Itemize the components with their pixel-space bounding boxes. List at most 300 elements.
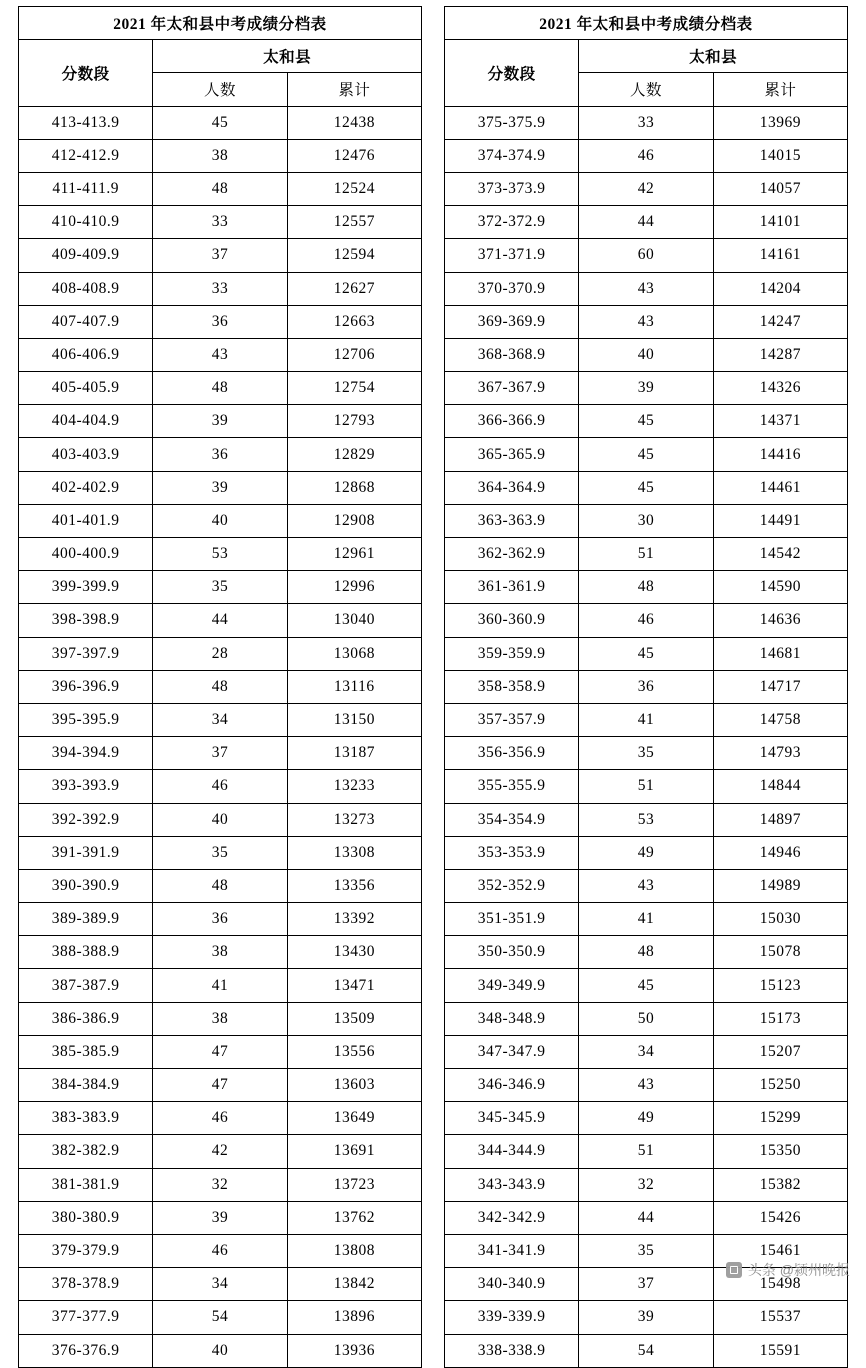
cell-count: 34: [153, 1268, 287, 1301]
cell-count: 43: [579, 1069, 713, 1102]
column-header-count: 人数: [153, 73, 287, 106]
table-row: [445, 1334, 848, 1367]
column-header-region: 太和县: [579, 40, 848, 73]
cell-cumulative: 13936: [287, 1334, 421, 1367]
cell-cumulative: 12557: [287, 206, 421, 239]
cell-count: 33: [579, 106, 713, 139]
cell-count: 39: [579, 372, 713, 405]
table-row: [19, 1201, 422, 1234]
cell-score-range: 342-342.9: [445, 1201, 579, 1234]
cell-cumulative: 14461: [713, 471, 847, 504]
cell-score-range: 371-371.9: [445, 239, 579, 272]
column-header-count: 人数: [579, 73, 713, 106]
cell-cumulative: 14758: [713, 703, 847, 736]
title-row: [445, 7, 848, 40]
table-row: [445, 338, 848, 371]
cell-cumulative: 13356: [287, 869, 421, 902]
cell-score-range: 389-389.9: [19, 903, 153, 936]
table-row: [19, 305, 422, 338]
cell-cumulative: 15173: [713, 1002, 847, 1035]
table-row: [445, 1035, 848, 1068]
cell-count: 34: [579, 1035, 713, 1068]
table-row: [19, 106, 422, 139]
cell-score-range: 403-403.9: [19, 438, 153, 471]
table-row: [19, 272, 422, 305]
cell-cumulative: 13808: [287, 1234, 421, 1267]
cell-score-range: 377-377.9: [19, 1301, 153, 1334]
cell-score-range: 378-378.9: [19, 1268, 153, 1301]
cell-cumulative: 13273: [287, 803, 421, 836]
cell-cumulative: 14542: [713, 538, 847, 571]
cell-cumulative: 13691: [287, 1135, 421, 1168]
cell-count: 48: [153, 869, 287, 902]
cell-cumulative: 13556: [287, 1035, 421, 1068]
cell-count: 38: [153, 1002, 287, 1035]
cell-count: 35: [153, 571, 287, 604]
cell-count: 38: [153, 139, 287, 172]
cell-count: 50: [579, 1002, 713, 1035]
cell-score-range: 369-369.9: [445, 305, 579, 338]
cell-count: 37: [153, 239, 287, 272]
cell-score-range: 393-393.9: [19, 770, 153, 803]
cell-count: 40: [153, 803, 287, 836]
table-row: [19, 869, 422, 902]
cell-score-range: 381-381.9: [19, 1168, 153, 1201]
table-row: [19, 405, 422, 438]
cell-count: 45: [579, 405, 713, 438]
table-row: [19, 1035, 422, 1068]
cell-score-range: 373-373.9: [445, 172, 579, 205]
table-row: [445, 936, 848, 969]
cell-cumulative: 14897: [713, 803, 847, 836]
cell-count: 39: [153, 471, 287, 504]
cell-cumulative: 15382: [713, 1168, 847, 1201]
cell-count: 36: [579, 670, 713, 703]
cell-cumulative: 15250: [713, 1069, 847, 1102]
column-header-score-range: 分数段: [445, 40, 579, 106]
cell-count: 45: [579, 471, 713, 504]
cell-score-range: 360-360.9: [445, 604, 579, 637]
cell-cumulative: 13430: [287, 936, 421, 969]
cell-cumulative: 12868: [287, 471, 421, 504]
cell-count: 42: [153, 1135, 287, 1168]
watermark-text: 头条 @颍州晚报: [747, 1262, 850, 1278]
table-row: [19, 571, 422, 604]
cell-cumulative: 12476: [287, 139, 421, 172]
table-title: 2021 年太和县中考成绩分档表: [445, 7, 848, 40]
cell-cumulative: 12793: [287, 405, 421, 438]
cell-cumulative: 12594: [287, 239, 421, 272]
cell-score-range: 394-394.9: [19, 737, 153, 770]
cell-cumulative: 15207: [713, 1035, 847, 1068]
cell-score-range: 347-347.9: [445, 1035, 579, 1068]
cell-score-range: 343-343.9: [445, 1168, 579, 1201]
cell-cumulative: 13762: [287, 1201, 421, 1234]
cell-count: 28: [153, 637, 287, 670]
cell-score-range: 375-375.9: [445, 106, 579, 139]
column-header-region: 太和县: [153, 40, 422, 73]
cell-cumulative: 13896: [287, 1301, 421, 1334]
cell-cumulative: 13723: [287, 1168, 421, 1201]
cell-cumulative: 12961: [287, 538, 421, 571]
title-row: [19, 7, 422, 40]
cell-count: 43: [579, 305, 713, 338]
cell-score-range: 352-352.9: [445, 869, 579, 902]
cell-count: 47: [153, 1069, 287, 1102]
cell-cumulative: 14590: [713, 571, 847, 604]
table-row: [445, 305, 848, 338]
cell-count: 54: [153, 1301, 287, 1334]
cell-count: 32: [579, 1168, 713, 1201]
cell-score-range: 349-349.9: [445, 969, 579, 1002]
table-title: 2021 年太和县中考成绩分档表: [19, 7, 422, 40]
cell-score-range: 399-399.9: [19, 571, 153, 604]
cell-cumulative: 13068: [287, 637, 421, 670]
cell-score-range: 358-358.9: [445, 670, 579, 703]
cell-score-range: 413-413.9: [19, 106, 153, 139]
cell-score-range: 368-368.9: [445, 338, 579, 371]
cell-count: 37: [153, 737, 287, 770]
cell-count: 35: [579, 737, 713, 770]
table-row: [445, 737, 848, 770]
cell-cumulative: 14326: [713, 372, 847, 405]
cell-count: 48: [153, 670, 287, 703]
cell-count: 36: [153, 903, 287, 936]
cell-score-range: 361-361.9: [445, 571, 579, 604]
cell-count: 44: [579, 206, 713, 239]
cell-score-range: 408-408.9: [19, 272, 153, 305]
table-row: [19, 1234, 422, 1267]
cell-cumulative: 15461: [713, 1234, 847, 1267]
cell-count: 36: [153, 305, 287, 338]
cell-cumulative: 14717: [713, 670, 847, 703]
score-table-left: [18, 6, 422, 1368]
cell-count: 39: [153, 405, 287, 438]
cell-score-range: 355-355.9: [445, 770, 579, 803]
cell-score-range: 383-383.9: [19, 1102, 153, 1135]
cell-score-range: 407-407.9: [19, 305, 153, 338]
cell-count: 32: [153, 1168, 287, 1201]
cell-cumulative: 15350: [713, 1135, 847, 1168]
cell-cumulative: 14247: [713, 305, 847, 338]
watermark: [726, 1260, 850, 1280]
cell-score-range: 341-341.9: [445, 1234, 579, 1267]
cell-score-range: 357-357.9: [445, 703, 579, 736]
table-row: [19, 1334, 422, 1367]
cell-score-range: 400-400.9: [19, 538, 153, 571]
table-row: [445, 903, 848, 936]
cell-count: 30: [579, 504, 713, 537]
cell-cumulative: 14681: [713, 637, 847, 670]
cell-count: 38: [153, 936, 287, 969]
cell-score-range: 411-411.9: [19, 172, 153, 205]
table-row: [19, 538, 422, 571]
cell-score-range: 388-388.9: [19, 936, 153, 969]
table-row: [19, 504, 422, 537]
table-row: [19, 936, 422, 969]
cell-count: 45: [153, 106, 287, 139]
cell-count: 41: [579, 703, 713, 736]
cell-cumulative: 15030: [713, 903, 847, 936]
cell-cumulative: 14416: [713, 438, 847, 471]
cell-score-range: 366-366.9: [445, 405, 579, 438]
cell-cumulative: 14636: [713, 604, 847, 637]
cell-count: 48: [579, 571, 713, 604]
cell-count: 54: [579, 1334, 713, 1367]
cell-score-range: 370-370.9: [445, 272, 579, 305]
cell-cumulative: 14491: [713, 504, 847, 537]
cell-cumulative: 14793: [713, 737, 847, 770]
table-row: [19, 1069, 422, 1102]
cell-count: 43: [153, 338, 287, 371]
cell-score-range: 385-385.9: [19, 1035, 153, 1068]
table-row: [19, 637, 422, 670]
cell-cumulative: 12996: [287, 571, 421, 604]
cell-score-range: 395-395.9: [19, 703, 153, 736]
cell-score-range: 339-339.9: [445, 1301, 579, 1334]
cell-cumulative: 12908: [287, 504, 421, 537]
cell-cumulative: 13116: [287, 670, 421, 703]
toutiao-logo-icon: [726, 1262, 742, 1278]
cell-cumulative: 13649: [287, 1102, 421, 1135]
cell-count: 40: [153, 1334, 287, 1367]
cell-count: 51: [579, 1135, 713, 1168]
cell-count: 42: [579, 172, 713, 205]
cell-cumulative: 14057: [713, 172, 847, 205]
cell-count: 33: [153, 206, 287, 239]
table-row: [19, 372, 422, 405]
cell-count: 60: [579, 239, 713, 272]
table-row: [445, 803, 848, 836]
cell-score-range: 344-344.9: [445, 1135, 579, 1168]
cell-cumulative: 14204: [713, 272, 847, 305]
table-row: [19, 206, 422, 239]
cell-cumulative: 14161: [713, 239, 847, 272]
table-row: [19, 471, 422, 504]
cell-count: 46: [153, 1234, 287, 1267]
cell-cumulative: 12663: [287, 305, 421, 338]
cell-score-range: 359-359.9: [445, 637, 579, 670]
cell-cumulative: 13842: [287, 1268, 421, 1301]
table-row: [19, 1268, 422, 1301]
cell-cumulative: 13603: [287, 1069, 421, 1102]
cell-score-range: 354-354.9: [445, 803, 579, 836]
cell-count: 43: [579, 869, 713, 902]
table-row: [445, 106, 848, 139]
table-row: [445, 604, 848, 637]
cell-score-range: 345-345.9: [445, 1102, 579, 1135]
table-row: [445, 504, 848, 537]
table-row: [445, 372, 848, 405]
cell-count: 49: [579, 836, 713, 869]
table-row: [19, 1301, 422, 1334]
cell-score-range: 367-367.9: [445, 372, 579, 405]
cell-count: 34: [153, 703, 287, 736]
cell-count: 49: [579, 1102, 713, 1135]
cell-score-range: 363-363.9: [445, 504, 579, 537]
table-row: [19, 1135, 422, 1168]
table-row: [445, 139, 848, 172]
cell-cumulative: 13308: [287, 836, 421, 869]
table-row: [445, 1301, 848, 1334]
table-row: [445, 206, 848, 239]
cell-cumulative: 13040: [287, 604, 421, 637]
cell-count: 47: [153, 1035, 287, 1068]
table-row: [19, 1168, 422, 1201]
table-row: [19, 1002, 422, 1035]
cell-cumulative: 12438: [287, 106, 421, 139]
cell-score-range: 379-379.9: [19, 1234, 153, 1267]
cell-cumulative: 14101: [713, 206, 847, 239]
table-row: [19, 172, 422, 205]
cell-score-range: 409-409.9: [19, 239, 153, 272]
cell-score-range: 350-350.9: [445, 936, 579, 969]
table-row: [445, 969, 848, 1002]
cell-cumulative: 13392: [287, 903, 421, 936]
cell-score-range: 346-346.9: [445, 1069, 579, 1102]
cell-count: 35: [579, 1234, 713, 1267]
cell-count: 37: [579, 1268, 713, 1301]
cell-count: 51: [579, 770, 713, 803]
cell-count: 43: [579, 272, 713, 305]
cell-cumulative: 15123: [713, 969, 847, 1002]
column-header-cumulative: 累计: [287, 73, 421, 106]
cell-cumulative: 15299: [713, 1102, 847, 1135]
column-header-score-range: 分数段: [19, 40, 153, 106]
table-row: [445, 1102, 848, 1135]
table-row: [19, 770, 422, 803]
cell-score-range: 348-348.9: [445, 1002, 579, 1035]
table-row: [19, 670, 422, 703]
cell-count: 53: [579, 803, 713, 836]
table-row: [445, 670, 848, 703]
cell-score-range: 398-398.9: [19, 604, 153, 637]
cell-cumulative: 13969: [713, 106, 847, 139]
table-row: [19, 803, 422, 836]
cell-cumulative: 12627: [287, 272, 421, 305]
table-row: [445, 538, 848, 571]
cell-cumulative: 14371: [713, 405, 847, 438]
cell-score-range: 396-396.9: [19, 670, 153, 703]
table-row: [445, 405, 848, 438]
cell-score-range: 365-365.9: [445, 438, 579, 471]
cell-count: 45: [579, 969, 713, 1002]
cell-score-range: 390-390.9: [19, 869, 153, 902]
header-row-top: [19, 40, 422, 73]
cell-cumulative: 13471: [287, 969, 421, 1002]
table-row: [445, 1069, 848, 1102]
cell-count: 36: [153, 438, 287, 471]
table-row: [19, 836, 422, 869]
cell-cumulative: 15078: [713, 936, 847, 969]
score-table-right: [444, 6, 848, 1368]
table-body-right: [445, 106, 848, 1367]
cell-count: 41: [579, 903, 713, 936]
cell-count: 35: [153, 836, 287, 869]
table-row: [445, 1168, 848, 1201]
cell-score-range: 410-410.9: [19, 206, 153, 239]
table-row: [19, 139, 422, 172]
cell-cumulative: 14844: [713, 770, 847, 803]
cell-count: 40: [153, 504, 287, 537]
cell-cumulative: 15498: [713, 1268, 847, 1301]
cell-cumulative: 13187: [287, 737, 421, 770]
table-row: [19, 969, 422, 1002]
table-row: [445, 1002, 848, 1035]
table-header-right: [445, 7, 848, 107]
cell-cumulative: 14287: [713, 338, 847, 371]
table-row: [19, 338, 422, 371]
cell-cumulative: 14015: [713, 139, 847, 172]
cell-score-range: 384-384.9: [19, 1069, 153, 1102]
table-row: [445, 637, 848, 670]
table-row: [445, 571, 848, 604]
cell-score-range: 356-356.9: [445, 737, 579, 770]
table-row: [19, 438, 422, 471]
cell-cumulative: 13150: [287, 703, 421, 736]
table-row: [19, 703, 422, 736]
table-row: [19, 604, 422, 637]
cell-count: 48: [579, 936, 713, 969]
cell-cumulative: 15537: [713, 1301, 847, 1334]
table-row: [445, 836, 848, 869]
cell-score-range: 374-374.9: [445, 139, 579, 172]
cell-cumulative: 15591: [713, 1334, 847, 1367]
cell-count: 46: [153, 770, 287, 803]
table-row: [445, 272, 848, 305]
cell-score-range: 362-362.9: [445, 538, 579, 571]
table-row: [19, 737, 422, 770]
cell-count: 46: [579, 139, 713, 172]
cell-cumulative: 12829: [287, 438, 421, 471]
cell-cumulative: 12754: [287, 372, 421, 405]
table-row: [445, 703, 848, 736]
cell-count: 51: [579, 538, 713, 571]
cell-count: 40: [579, 338, 713, 371]
cell-cumulative: 14946: [713, 836, 847, 869]
table-row: [445, 1201, 848, 1234]
table-row: [19, 1102, 422, 1135]
table-row: [445, 471, 848, 504]
cell-cumulative: 13509: [287, 1002, 421, 1035]
cell-score-range: 380-380.9: [19, 1201, 153, 1234]
table-row: [445, 869, 848, 902]
cell-count: 53: [153, 538, 287, 571]
cell-count: 44: [579, 1201, 713, 1234]
cell-count: 48: [153, 172, 287, 205]
cell-score-range: 404-404.9: [19, 405, 153, 438]
cell-score-range: 386-386.9: [19, 1002, 153, 1035]
cell-score-range: 406-406.9: [19, 338, 153, 371]
cell-score-range: 372-372.9: [445, 206, 579, 239]
cell-cumulative: 13233: [287, 770, 421, 803]
cell-count: 41: [153, 969, 287, 1002]
table-row: [445, 239, 848, 272]
cell-cumulative: 15426: [713, 1201, 847, 1234]
table-row: [19, 903, 422, 936]
cell-count: 46: [579, 604, 713, 637]
cell-score-range: 402-402.9: [19, 471, 153, 504]
cell-score-range: 387-387.9: [19, 969, 153, 1002]
cell-score-range: 351-351.9: [445, 903, 579, 936]
cell-score-range: 353-353.9: [445, 836, 579, 869]
cell-count: 46: [153, 1102, 287, 1135]
cell-count: 39: [153, 1201, 287, 1234]
table-row: [445, 172, 848, 205]
cell-score-range: 401-401.9: [19, 504, 153, 537]
cell-cumulative: 12706: [287, 338, 421, 371]
cell-count: 44: [153, 604, 287, 637]
